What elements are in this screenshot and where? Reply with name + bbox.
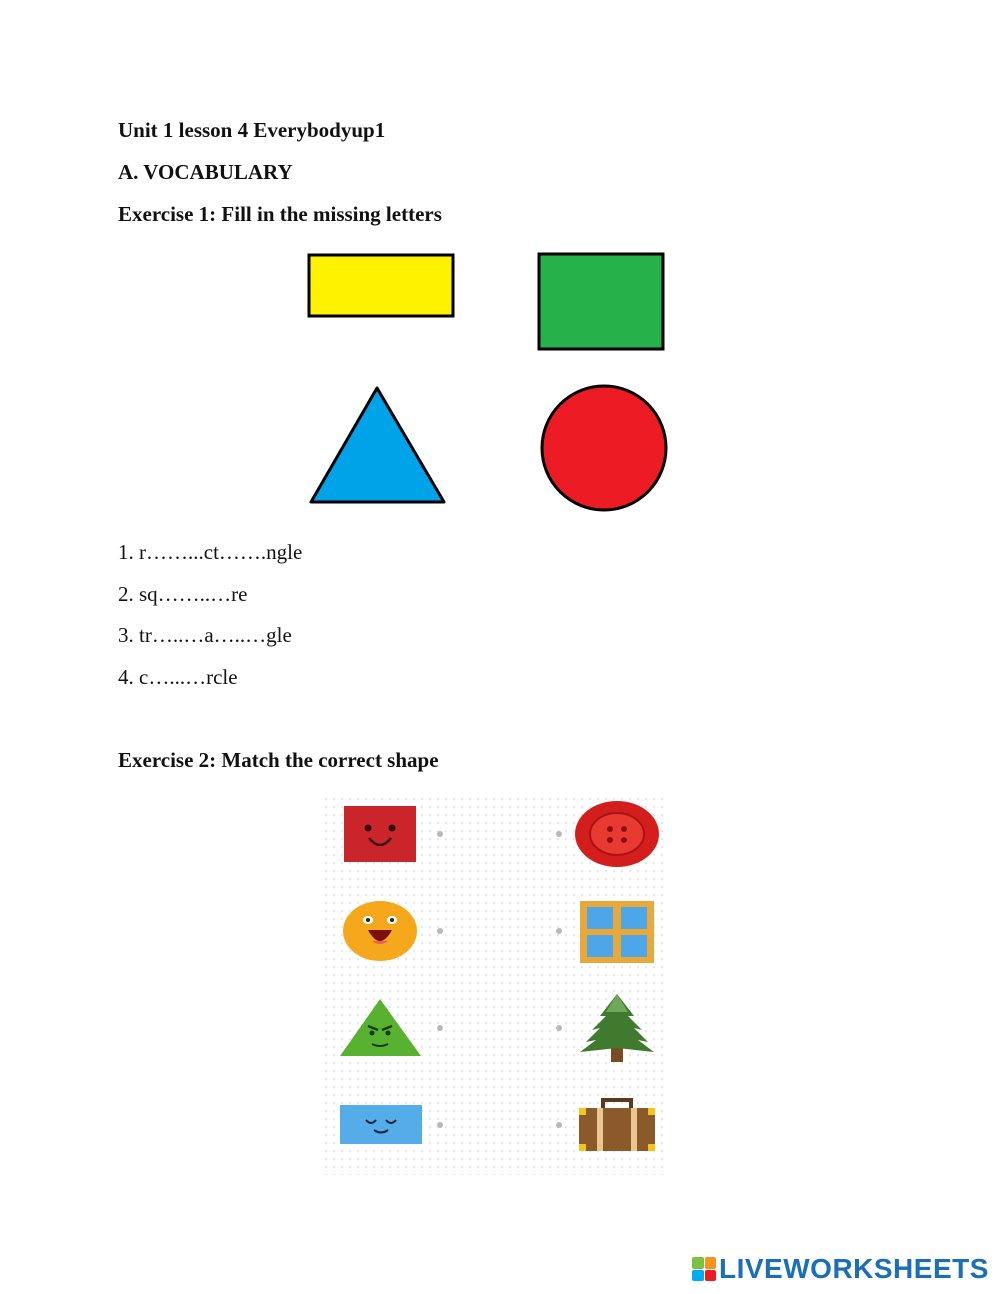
match-dot-right-2[interactable] xyxy=(556,928,562,934)
red-circle-shape xyxy=(542,386,666,510)
fill-item-3[interactable]: 3. tr…..…a…..…gle xyxy=(118,623,292,647)
match-dot-left-2[interactable] xyxy=(437,928,443,934)
liveworksheets-logo-icon xyxy=(692,1257,716,1281)
brand-name: LIVEWORKSHEETS xyxy=(719,1253,989,1284)
liveworksheets-brand xyxy=(692,1254,989,1284)
blue-triangle-shape xyxy=(311,388,444,502)
worksheet-title: Unit 1 lesson 4 Everybodyup1 xyxy=(118,118,386,142)
fill-item-2[interactable]: 2. sq……..…re xyxy=(118,582,248,606)
match-dot-left-1[interactable] xyxy=(437,831,443,837)
match-dot-right-3[interactable] xyxy=(556,1025,562,1031)
exercise2-heading: Exercise 2: Match the correct shape xyxy=(118,748,439,772)
match-dot-right-4[interactable] xyxy=(556,1122,562,1128)
exercise1-heading: Exercise 1: Fill in the missing letters xyxy=(118,202,442,226)
fill-item-4[interactable]: 4. c…...…rcle xyxy=(118,665,238,689)
yellow-rectangle-shape xyxy=(309,255,453,316)
match-dot-left-3[interactable] xyxy=(437,1025,443,1031)
match-dot-right-1[interactable] xyxy=(556,831,562,837)
section-heading: A. VOCABULARY xyxy=(118,160,293,184)
fill-item-1[interactable]: 1. r……...ct…….ngle xyxy=(118,540,303,564)
exercise1-shapes xyxy=(0,0,1000,540)
green-square-shape xyxy=(539,254,663,349)
match-dot-left-4[interactable] xyxy=(437,1122,443,1128)
matching-area xyxy=(322,795,668,1175)
